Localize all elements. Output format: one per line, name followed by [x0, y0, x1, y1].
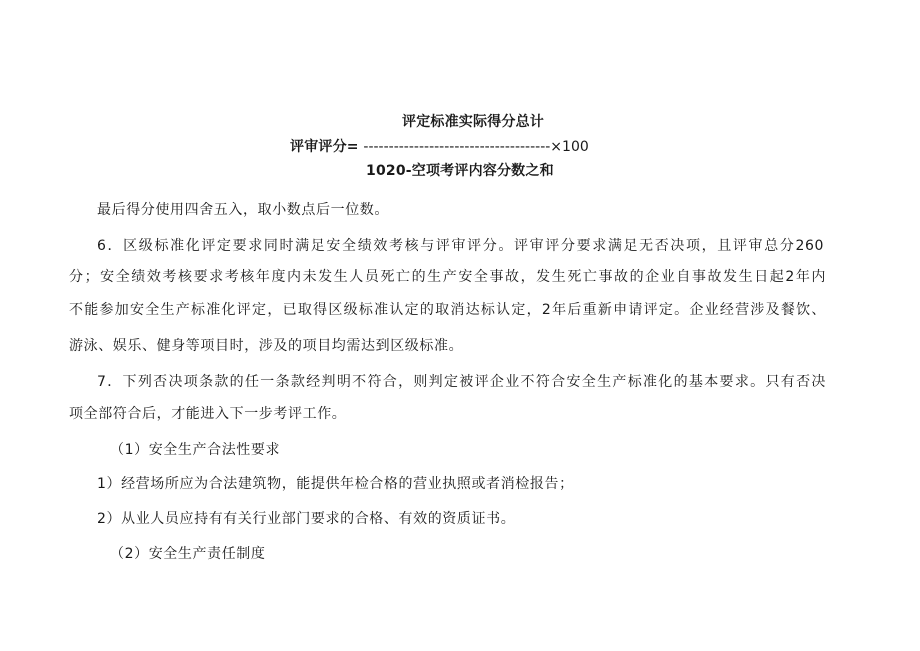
item7-line1: 7．下列否决项条款的任一条款经判明不符合，则判定被评企业不符合安全生产标准化的基本要求。只有否决: [97, 374, 826, 390]
sub1-item2: 2）从业人员应持有有关行业部门要求的合格、有效的资质证书。: [97, 511, 516, 527]
formula-numerator: 评定标准实际得分总计: [402, 114, 544, 130]
sub1-item1: 1）经营场所应为合法建筑物，能提供年检合格的营业执照或者消检报告；: [97, 476, 574, 492]
sub1-heading: （1）安全生产合法性要求: [110, 442, 281, 458]
formula-line: [290, 137, 589, 157]
item7-line2: 项全部符合后，才能进入下一步考评工作。: [69, 406, 347, 422]
formula-denominator: 1020-空项考评内容分数之和: [366, 163, 554, 179]
item6-line3: 不能参加安全生产标准化评定，已取得区级标准认定的取消达标认定，2年后重新申请评定。企业经营涉及餐饮、: [69, 302, 826, 318]
item6-line1: 6．区级标准化评定要求同时满足安全绩效考核与评审评分。评审评分要求满足无否决项，且评审总分260: [97, 238, 824, 254]
paragraph-rounding: 最后得分使用四舍五入，取小数点后一位数。: [97, 202, 389, 218]
formula-fraction-bar: -------------------------------------×100: [363, 139, 589, 155]
formula-label: 评审评分=: [290, 139, 359, 155]
item6-line4: 游泳、娱乐、健身等项目时，涉及的项目均需达到区级标准。: [69, 338, 464, 354]
sub2-heading: （2）安全生产责任制度: [110, 546, 266, 562]
item6-line2: 分；安全绩效考核要求考核年度内未发生人员死亡的生产安全事故，发生死亡事故的企业自事故发生日起2年内: [69, 269, 826, 285]
